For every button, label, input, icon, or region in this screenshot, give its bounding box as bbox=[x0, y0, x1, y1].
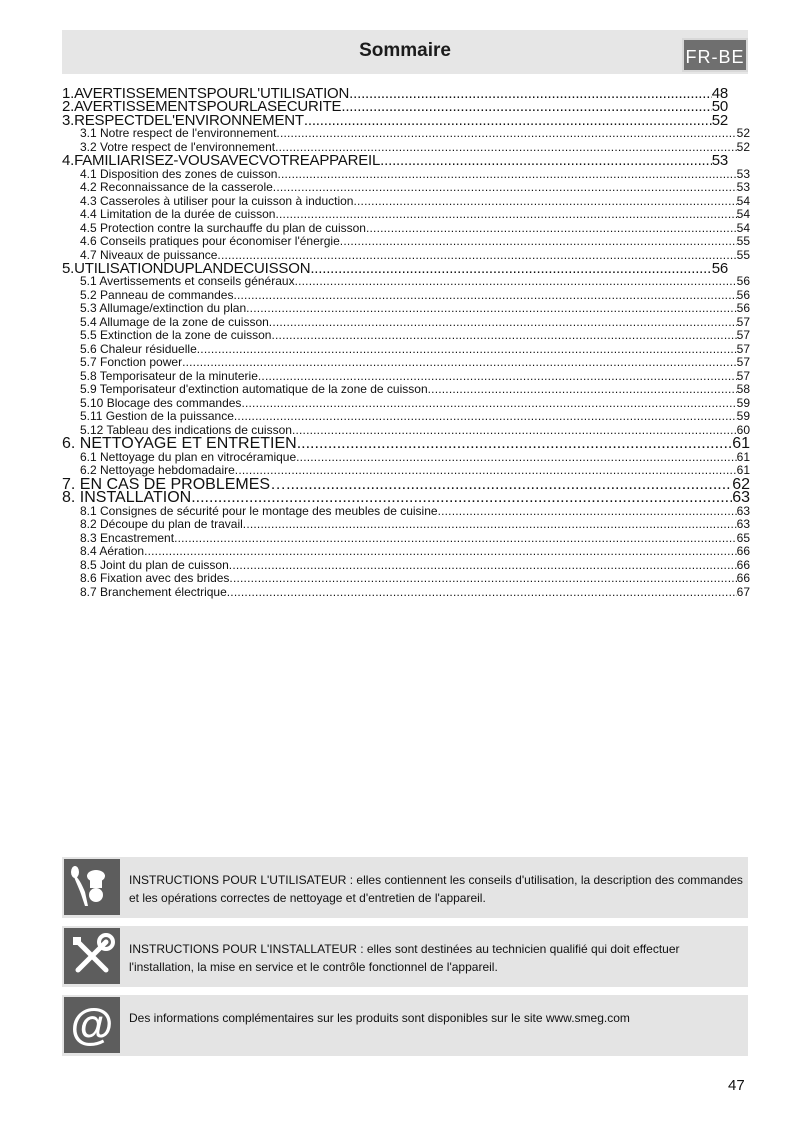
toc-subentry bbox=[62, 343, 750, 357]
toc-subentry bbox=[62, 572, 750, 586]
toc-entry-label: 3.RESPECTDEL'ENVIRONNEMENT bbox=[62, 113, 304, 128]
toc-subentry bbox=[62, 464, 750, 478]
toc-entry-page: 52 bbox=[736, 127, 750, 141]
toc-subentry bbox=[62, 275, 750, 289]
toc-entry-label: 8.4 Aération bbox=[80, 545, 145, 559]
at-sign-icon: @ bbox=[64, 997, 120, 1053]
toc-entry-label: 6.1 Nettoyage du plan en vitrocéramique bbox=[80, 450, 297, 464]
toc-entry-label: 8.2 Découpe du plan de travail bbox=[80, 518, 243, 532]
toc-leader-dots bbox=[243, 518, 737, 532]
toc-entry-label: 5.9 Temporisateur d'extinction automatique de la zone de cuisson bbox=[80, 383, 428, 397]
toc-leader-dots bbox=[353, 195, 736, 209]
toc-entry-label: 5.10 Blocage des commandes bbox=[80, 396, 242, 410]
toc-leader-dots bbox=[271, 329, 736, 343]
table-of-contents bbox=[62, 87, 750, 599]
toc-leader-dots bbox=[428, 383, 737, 397]
toc-entry bbox=[62, 87, 728, 100]
toc-entry-label: 8.1 Consignes de sécurité pour le montage des meubles de cuisine bbox=[80, 504, 438, 518]
toc-leader-dots bbox=[217, 249, 736, 263]
toc-entry-page: 54 bbox=[736, 221, 750, 235]
toc-subentry bbox=[62, 559, 750, 573]
note-text: Des informations complémentaires sur les produits sont disponibles sur le site www.smeg.com bbox=[129, 1011, 630, 1025]
toc-entry-page: 59 bbox=[736, 396, 750, 410]
toc-entry bbox=[62, 437, 750, 450]
toc-entry-label: 5.UTILISATIONDUPLANDECUISSON bbox=[62, 262, 311, 276]
toc-entry-page: 56 bbox=[736, 302, 750, 316]
page-header bbox=[62, 30, 748, 74]
toc-subentry bbox=[62, 168, 750, 182]
toc-entry-label: 5.4 Allumage de la zone de cuisson bbox=[80, 315, 269, 329]
toc-entry bbox=[62, 491, 750, 504]
toc-subentry bbox=[62, 424, 750, 438]
toc-entry-label: 4.FAMILIARISEZ-VOUSAVECVOTREAPPAREIL bbox=[62, 154, 381, 168]
page-title: Sommaire bbox=[359, 40, 451, 61]
toc-entry-label: 4.2 Reconnaissance de la casserole bbox=[80, 181, 273, 195]
toc-entry-page: 63 bbox=[736, 504, 750, 518]
toc-leader-dots bbox=[258, 370, 737, 384]
toc-leader-dots bbox=[234, 410, 737, 424]
toc-entry-page: 52 bbox=[736, 140, 750, 154]
toc-subentry bbox=[62, 505, 750, 519]
toc-subentry bbox=[62, 195, 750, 209]
note-text: INSTRUCTIONS POUR L'INSTALLATEUR : elles sont destinées au technicien qualifié qui doit effectuer l'installation, la mise en service et le contrôle fonctionnel de l'appareil. bbox=[129, 942, 680, 974]
toc-leader-dots bbox=[144, 545, 737, 559]
toc-leader-dots bbox=[297, 437, 732, 450]
toc-entry-page: 63 bbox=[736, 518, 750, 532]
toc-subentry bbox=[62, 532, 750, 546]
tools-icon bbox=[64, 928, 120, 984]
toc-leader-dots bbox=[174, 532, 737, 546]
toc-entry-label: 4.3 Casseroles à utiliser pour la cuisson à induction bbox=[80, 194, 354, 208]
toc-entry-page: 56 bbox=[711, 262, 728, 276]
toc-entry-page: 66 bbox=[736, 572, 750, 586]
toc-entry-page: 61 bbox=[732, 437, 750, 451]
toc-subentry bbox=[62, 329, 750, 343]
toc-leader-dots bbox=[182, 356, 737, 370]
toc-entry-page: 65 bbox=[736, 531, 750, 545]
toc-entry-label: 6.2 Nettoyage hebdomadaire bbox=[80, 464, 235, 478]
toc-entry-label: 8.3 Encastrement bbox=[80, 531, 175, 545]
note-installer-instructions bbox=[62, 926, 748, 987]
toc-subentry bbox=[62, 302, 750, 316]
toc-leader-dots bbox=[229, 572, 736, 586]
toc-entry-label: 5.3 Allumage/extinction du plan bbox=[80, 302, 247, 316]
toc-entry-label: 8.6 Fixation avec des brides bbox=[80, 572, 230, 586]
toc-entry bbox=[62, 100, 728, 113]
toc-subentry bbox=[62, 586, 750, 600]
toc-leader-dots bbox=[380, 154, 712, 167]
toc-entry-page: 63 bbox=[732, 491, 750, 505]
toc-entry-label: 4.5 Protection contre la surchauffe du plan de cuisson bbox=[80, 221, 366, 235]
toc-entry-page: 55 bbox=[736, 248, 750, 262]
toc-entry-label: 8.5 Joint du plan de cuisson bbox=[80, 558, 229, 572]
toc-entry-label: 3.2 Votre respect de l'environnement bbox=[80, 140, 276, 154]
toc-entry-page: 59 bbox=[736, 410, 750, 424]
toc-entry-label: 5.5 Extinction de la zone de cuisson bbox=[80, 329, 272, 343]
toc-entry-page: 56 bbox=[736, 288, 750, 302]
note-more-info bbox=[62, 995, 748, 1056]
toc-subentry bbox=[62, 370, 750, 384]
toc-leader-dots bbox=[349, 87, 712, 100]
toc-entry-page: 50 bbox=[711, 100, 728, 114]
toc-leader-dots bbox=[241, 397, 736, 411]
toc-subentry bbox=[62, 545, 750, 559]
toc-entry-page: 48 bbox=[711, 87, 728, 101]
toc-entry-label: 5.2 Panneau de commandes bbox=[80, 288, 234, 302]
page-number: 47 bbox=[728, 1077, 745, 1094]
toc-subentry bbox=[62, 208, 750, 222]
toc-leader-dots bbox=[197, 343, 737, 357]
toc-entry-label: 5.11 Gestion de la puissance bbox=[80, 410, 234, 424]
toc-subentry bbox=[62, 383, 750, 397]
note-text: INSTRUCTIONS POUR L'UTILISATEUR : elles contiennent les conseils d'utilisation, la description des commandes et les opérations correctes de nettoyage et d'entretien de l'appareil. bbox=[129, 873, 743, 905]
toc-entry-label: 3.1 Notre respect de l'environnement bbox=[80, 127, 277, 141]
toc-entry-page: 54 bbox=[736, 208, 750, 222]
toc-leader-dots bbox=[292, 424, 737, 438]
chef-icon bbox=[64, 859, 120, 915]
toc-leader-dots bbox=[341, 100, 711, 113]
toc-subentry bbox=[62, 397, 750, 411]
toc-entry-page: 57 bbox=[736, 329, 750, 343]
toc-entry-page: 56 bbox=[736, 275, 750, 289]
toc-entry-label: 4.6 Conseils pratiques pour économiser l'énergie bbox=[80, 235, 340, 249]
toc-leader-dots bbox=[276, 127, 736, 141]
toc-entry-page: 52 bbox=[711, 113, 728, 128]
toc-subentry bbox=[62, 141, 750, 155]
toc-entry-page: 58 bbox=[736, 383, 750, 397]
toc-leader-dots bbox=[310, 262, 711, 275]
toc-entry-label: 2.AVERTISSEMENTSPOURLASECURITE bbox=[62, 100, 342, 114]
toc-entry-page: 53 bbox=[736, 181, 750, 195]
toc-entry-page: 55 bbox=[736, 235, 750, 249]
toc-entry-label: 7. EN CAS DE PROBLEMES… bbox=[62, 477, 287, 492]
toc-entry bbox=[62, 154, 728, 167]
toc-entry-page: 53 bbox=[736, 167, 750, 181]
toc-leader-dots bbox=[235, 464, 737, 478]
toc-subentry bbox=[62, 181, 750, 195]
toc-leader-dots bbox=[438, 505, 737, 519]
toc-subentry bbox=[62, 356, 750, 370]
toc-entry-label: 5.8 Temporisateur de la minuterie bbox=[80, 369, 258, 383]
toc-entry bbox=[62, 478, 750, 491]
toc-subentry bbox=[62, 316, 750, 330]
toc-subentry bbox=[62, 451, 750, 465]
toc-leader-dots bbox=[275, 141, 737, 155]
toc-leader-dots bbox=[269, 316, 737, 330]
toc-entry-page: 53 bbox=[711, 154, 728, 168]
toc-entry-page: 67 bbox=[736, 585, 750, 599]
toc-entry-label: 5.7 Fonction power bbox=[80, 356, 183, 370]
toc-leader-dots bbox=[191, 491, 732, 504]
toc-entry-page: 57 bbox=[736, 342, 750, 356]
toc-leader-dots bbox=[229, 559, 737, 573]
toc-entry-page: 57 bbox=[736, 369, 750, 383]
toc-entry-label: 4.7 Niveaux de puissance bbox=[80, 248, 218, 262]
toc-subentry bbox=[62, 289, 750, 303]
toc-subentry bbox=[62, 235, 750, 249]
toc-leader-dots bbox=[246, 302, 737, 316]
toc-entry-page: 57 bbox=[736, 356, 750, 370]
toc-entry-label: 5.12 Tableau des indications de cuisson bbox=[80, 423, 292, 437]
toc-entry-page: 66 bbox=[736, 545, 750, 559]
toc-entry-page: 57 bbox=[736, 315, 750, 329]
note-user-instructions bbox=[62, 857, 748, 918]
toc-entry-label: 8. INSTALLATION bbox=[62, 491, 192, 505]
toc-entry-page: 62 bbox=[732, 477, 750, 492]
toc-leader-dots bbox=[277, 168, 736, 182]
toc-subentry bbox=[62, 249, 750, 263]
toc-entry-label: 4.1 Disposition des zones de cuisson bbox=[80, 167, 278, 181]
toc-subentry bbox=[62, 222, 750, 236]
toc-leader-dots bbox=[295, 275, 737, 289]
toc-leader-dots bbox=[275, 208, 736, 222]
toc-entry-label: 4.4 Limitation de la durée de cuisson bbox=[80, 208, 276, 222]
toc-entry bbox=[62, 114, 728, 127]
toc-entry bbox=[62, 262, 728, 275]
toc-subentry bbox=[62, 410, 750, 424]
toc-leader-dots bbox=[366, 222, 737, 236]
toc-entry-page: 54 bbox=[736, 194, 750, 208]
toc-leader-dots bbox=[296, 451, 737, 465]
toc-leader-dots bbox=[340, 235, 737, 249]
toc-leader-dots bbox=[233, 289, 736, 303]
toc-entry-label: 5.6 Chaleur résiduelle bbox=[80, 342, 197, 356]
toc-leader-dots bbox=[304, 114, 712, 127]
toc-leader-dots bbox=[273, 181, 737, 195]
toc-entry-label: 8.7 Branchement électrique bbox=[80, 585, 227, 599]
toc-entry-page: 66 bbox=[736, 558, 750, 572]
toc-entry-label: 5.1 Avertissements et conseils généraux bbox=[80, 275, 295, 289]
language-badge: FR-BE bbox=[682, 38, 748, 72]
toc-entry-page: 60 bbox=[736, 423, 750, 437]
toc-subentry bbox=[62, 518, 750, 532]
toc-entry-page: 61 bbox=[736, 450, 750, 464]
toc-entry-label: 6. NETTOYAGE ET ENTRETIEN bbox=[62, 437, 297, 451]
toc-subentry bbox=[62, 127, 750, 141]
toc-leader-dots bbox=[227, 586, 737, 600]
toc-entry-label: 1.AVERTISSEMENTSPOURL'UTILISATION bbox=[62, 87, 350, 101]
toc-entry-page: 61 bbox=[736, 464, 750, 478]
toc-leader-dots bbox=[286, 478, 732, 491]
